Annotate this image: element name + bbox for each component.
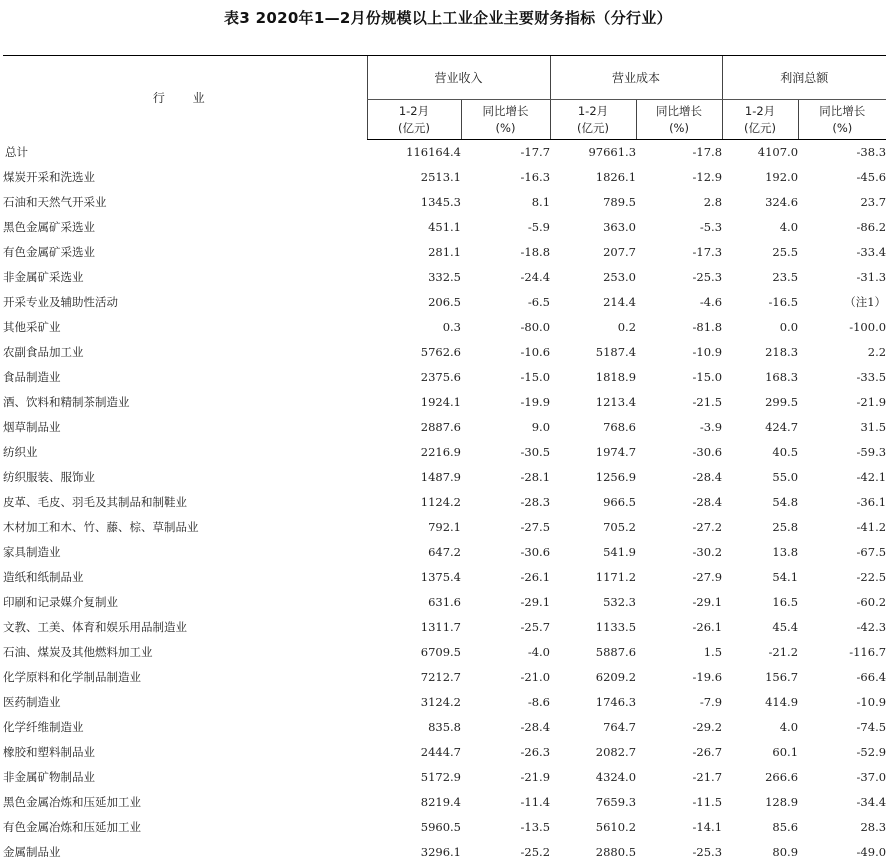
table-title: 表3 2020年1—2月份规模以上工业企业主要财务指标（分行业） — [224, 9, 672, 27]
table-row — [3, 465, 886, 490]
profit-cell: 218.3 — [765, 345, 799, 360]
profit-growth-cell: -49.0 — [856, 844, 887, 857]
revenue-growth-cell: -21.0 — [520, 669, 551, 684]
revenue-cell: 2444.7 — [420, 744, 461, 759]
table-row — [3, 739, 886, 764]
cost-cell: 1746.3 — [595, 694, 637, 709]
table-row — [3, 165, 886, 190]
revenue-growth-cell: -13.5 — [520, 819, 551, 834]
industry-name-cell: 食品制造业 — [3, 370, 61, 385]
industry-name-cell: 石油和天然气开采业 — [3, 195, 107, 210]
cost-cell: 705.2 — [603, 520, 637, 535]
revenue-growth-cell: -24.4 — [520, 270, 551, 285]
table-row — [3, 614, 886, 639]
revenue-cell: 5762.6 — [420, 345, 461, 360]
revenue-cell: 1124.2 — [420, 495, 461, 510]
table-row-total — [3, 140, 886, 165]
profit-cell: 13.8 — [772, 544, 799, 559]
cost-cell: 966.5 — [603, 495, 637, 510]
cost-growth-cell: -12.9 — [692, 170, 723, 185]
revenue-cell: 5960.5 — [420, 819, 461, 834]
profit-cell: 4.0 — [779, 220, 799, 235]
table-row — [3, 839, 886, 857]
table-row — [3, 664, 886, 689]
cost-cell: 1974.7 — [595, 445, 637, 460]
profit-growth-cell: -34.4 — [856, 794, 887, 809]
cost-growth-cell: -25.3 — [692, 270, 723, 285]
cost-cell: 2880.5 — [595, 844, 637, 857]
cost-cell: 5187.4 — [595, 345, 637, 360]
cost-growth-cell: -30.6 — [692, 445, 723, 460]
revenue-growth-cell: -27.5 — [520, 520, 551, 535]
cost-cell: 764.7 — [603, 719, 637, 734]
cost-growth-cell: -27.9 — [692, 569, 723, 584]
table-row — [3, 190, 886, 215]
profit-cell: 414.9 — [765, 694, 799, 709]
revenue-growth-cell: -28.4 — [520, 719, 551, 734]
revenue-cell: 281.1 — [428, 245, 461, 260]
industry-name-cell: 非金属矿物制品业 — [3, 769, 95, 784]
profit-growth-cell: -31.3 — [856, 270, 887, 285]
revenue-growth-cell: -25.2 — [520, 844, 551, 857]
table-row — [3, 589, 886, 614]
industry-name-cell: 橡胶和塑料制品业 — [3, 744, 95, 759]
profit-growth-cell: -59.3 — [856, 445, 887, 460]
cost-group-header: 营业成本 — [550, 56, 722, 100]
profit-growth-cell: -33.5 — [856, 370, 887, 385]
profit-cell: 85.6 — [772, 819, 799, 834]
cost-growth-cell: -4.6 — [699, 295, 723, 310]
revenue-growth-cell: -15.0 — [520, 370, 551, 385]
revenue-cell: 6709.5 — [420, 644, 461, 659]
industry-name-cell: 非金属矿采选业 — [3, 270, 84, 285]
revenue-growth-cell: -10.6 — [520, 345, 551, 360]
cost-period-header: 1-2月 (亿元) — [550, 100, 636, 140]
industry-name-cell: 石油、煤炭及其他燃料加工业 — [3, 644, 153, 659]
profit-growth-cell: -52.9 — [856, 744, 887, 759]
industry-name-cell: 酒、饮料和精制茶制造业 — [3, 395, 130, 410]
table-row — [3, 814, 886, 839]
industry-name-cell: 开采专业及辅助性活动 — [3, 295, 118, 310]
industry-name-cell: 化学原料和化学制品制造业 — [3, 669, 141, 684]
profit-growth-cell: -66.4 — [856, 669, 887, 684]
revenue-cell: 206.5 — [428, 295, 461, 310]
industry-name-cell: 医药制造业 — [3, 694, 61, 709]
industry-name-cell: 总计 — [5, 145, 28, 160]
revenue-growth-cell: -19.9 — [520, 395, 551, 410]
profit-cell: 55.0 — [772, 470, 799, 485]
profit-growth-cell: 23.7 — [860, 195, 887, 210]
profit-growth-header: 同比增长 (%) — [798, 100, 886, 140]
revenue-cell: 647.2 — [428, 544, 461, 559]
cost-growth-cell: -25.3 — [692, 844, 723, 857]
cost-growth-cell: -27.2 — [692, 520, 723, 535]
revenue-growth-cell: -4.0 — [527, 644, 551, 659]
cost-growth-cell: -5.3 — [699, 220, 723, 235]
table-row — [3, 215, 886, 240]
cost-cell: 7659.3 — [595, 794, 637, 809]
profit-cell: 54.8 — [772, 495, 799, 510]
cost-cell: 0.2 — [617, 320, 637, 335]
cost-growth-cell: -29.1 — [692, 594, 723, 609]
revenue-growth-cell: -30.6 — [520, 544, 551, 559]
profit-growth-cell: -116.7 — [849, 644, 887, 659]
profit-growth-cell: -21.9 — [856, 395, 887, 410]
revenue-growth-cell: -6.5 — [527, 295, 551, 310]
industry-name-cell: 家具制造业 — [3, 544, 61, 559]
profit-cell: 324.6 — [765, 195, 799, 210]
table-row — [3, 490, 886, 515]
cost-growth-cell: -30.2 — [692, 544, 723, 559]
revenue-cell: 1311.7 — [420, 619, 461, 634]
revenue-cell: 3124.2 — [420, 694, 461, 709]
profit-cell: 16.5 — [772, 594, 799, 609]
revenue-growth-cell: -5.9 — [527, 220, 551, 235]
profit-growth-cell: -74.5 — [856, 719, 887, 734]
cost-cell: 4324.0 — [595, 769, 637, 784]
cost-cell: 532.3 — [603, 594, 637, 609]
cost-growth-cell: -28.4 — [692, 470, 723, 485]
cost-cell: 1171.2 — [595, 569, 637, 584]
revenue-growth-cell: -30.5 — [520, 445, 551, 460]
profit-growth-cell: -41.2 — [856, 520, 887, 535]
revenue-growth-cell: 9.0 — [531, 420, 551, 435]
profit-cell: 60.1 — [772, 744, 799, 759]
revenue-cell: 3296.1 — [420, 844, 461, 857]
revenue-cell: 0.3 — [442, 320, 461, 335]
revenue-cell: 332.5 — [428, 270, 461, 285]
cost-growth-cell: 1.5 — [703, 644, 723, 659]
revenue-period-header: 1-2月 (亿元) — [367, 100, 461, 140]
cost-cell: 6209.2 — [595, 669, 637, 684]
cost-cell: 97661.3 — [588, 145, 637, 160]
cost-growth-cell: -14.1 — [692, 819, 723, 834]
cost-growth-cell: -10.9 — [692, 345, 723, 360]
profit-cell: 4.0 — [779, 719, 799, 734]
industry-name-cell: 黑色金属矿采选业 — [3, 220, 95, 235]
industry-name-cell: 煤炭开采和洗选业 — [3, 170, 95, 185]
table-row — [3, 315, 886, 340]
industry-name-cell: 文教、工美、体育和娱乐用品制造业 — [3, 619, 187, 634]
cost-growth-cell: -3.9 — [699, 420, 723, 435]
table-row — [3, 365, 886, 390]
industry-name-cell: 农副食品加工业 — [3, 345, 84, 360]
table-row — [3, 340, 886, 365]
revenue-cell: 116164.4 — [406, 145, 461, 160]
industry-name-cell: 纺织业 — [3, 445, 38, 460]
revenue-growth-cell: -28.3 — [520, 495, 551, 510]
cost-cell: 5610.2 — [595, 819, 637, 834]
profit-growth-cell: （注1） — [844, 295, 887, 310]
profit-growth-cell: -22.5 — [856, 569, 887, 584]
cost-growth-cell: -17.8 — [692, 145, 723, 160]
revenue-growth-cell: -18.8 — [520, 245, 551, 260]
profit-cell: 128.9 — [765, 794, 799, 809]
cost-growth-cell: -28.4 — [692, 495, 723, 510]
profit-cell: 168.3 — [765, 370, 799, 385]
cost-cell: 1826.1 — [595, 170, 637, 185]
profit-cell: 40.5 — [772, 445, 799, 460]
profit-growth-cell: -42.1 — [856, 470, 887, 485]
profit-growth-cell: -86.2 — [856, 220, 887, 235]
revenue-cell: 835.8 — [428, 719, 461, 734]
table-row — [3, 639, 886, 664]
table-row — [3, 265, 886, 290]
profit-growth-cell: 31.5 — [860, 420, 887, 435]
profit-growth-cell: 28.3 — [860, 819, 887, 834]
cost-growth-cell: -26.1 — [692, 619, 723, 634]
revenue-cell: 1487.9 — [420, 470, 461, 485]
cost-cell: 5887.6 — [595, 644, 637, 659]
table-row — [3, 515, 886, 540]
profit-period-header: 1-2月 (亿元) — [722, 100, 798, 140]
cost-cell: 253.0 — [603, 270, 637, 285]
industry-name-cell: 有色金属冶炼和压延加工业 — [3, 819, 141, 834]
cost-cell: 1818.9 — [595, 370, 637, 385]
revenue-growth-cell: 8.1 — [531, 195, 551, 210]
cost-cell: 789.5 — [603, 195, 637, 210]
industry-name-cell: 黑色金属冶炼和压延加工业 — [3, 794, 141, 809]
revenue-cell: 5172.9 — [420, 769, 461, 784]
revenue-cell: 1345.3 — [420, 195, 461, 210]
table-row — [3, 540, 886, 565]
cost-growth-cell: -11.5 — [692, 794, 723, 809]
table-row — [3, 290, 886, 315]
industry-name-cell: 印刷和记录媒介复制业 — [3, 594, 118, 609]
profit-cell: 54.1 — [772, 569, 799, 584]
revenue-growth-cell: -28.1 — [520, 470, 551, 485]
cost-cell: 541.9 — [603, 544, 637, 559]
cost-cell: 768.6 — [603, 420, 637, 435]
profit-growth-cell: -10.9 — [856, 694, 887, 709]
profit-growth-cell: -38.3 — [856, 145, 887, 160]
revenue-cell: 2375.6 — [420, 370, 461, 385]
table-row — [3, 564, 886, 589]
profit-cell: -16.5 — [768, 295, 799, 310]
profit-cell: 424.7 — [765, 420, 799, 435]
revenue-cell: 451.1 — [428, 220, 461, 235]
profit-cell: 4107.0 — [757, 145, 799, 160]
table-row — [3, 764, 886, 789]
revenue-growth-cell: -25.7 — [520, 619, 551, 634]
profit-growth-cell: -33.4 — [856, 245, 887, 260]
profit-group-header: 利润总额 — [722, 56, 886, 100]
industry-name-cell: 有色金属矿采选业 — [3, 245, 95, 260]
financial-indicators-table — [3, 55, 886, 857]
cost-cell: 214.4 — [603, 295, 637, 310]
revenue-cell: 2513.1 — [420, 170, 461, 185]
revenue-cell: 631.6 — [428, 594, 461, 609]
revenue-growth-cell: -26.1 — [520, 569, 551, 584]
cost-growth-cell: -26.7 — [692, 744, 723, 759]
cost-growth-cell: -81.8 — [692, 320, 723, 335]
revenue-cell: 7212.7 — [420, 669, 461, 684]
cost-growth-cell: 2.8 — [703, 195, 723, 210]
profit-cell: 25.8 — [772, 520, 799, 535]
cost-growth-cell: -21.5 — [692, 395, 723, 410]
cost-growth-cell: -29.2 — [692, 719, 723, 734]
cost-cell: 363.0 — [603, 220, 637, 235]
industry-name-cell: 造纸和纸制品业 — [3, 569, 84, 584]
cost-growth-cell: -17.3 — [692, 245, 723, 260]
revenue-growth-cell: -21.9 — [520, 769, 551, 784]
profit-cell: 299.5 — [765, 395, 799, 410]
profit-cell: 156.7 — [765, 669, 799, 684]
profit-cell: 266.6 — [765, 769, 799, 784]
cost-growth-cell: -7.9 — [699, 694, 723, 709]
cost-growth-cell: -19.6 — [692, 669, 723, 684]
revenue-growth-cell: -80.0 — [520, 320, 551, 335]
revenue-cell: 8219.4 — [420, 794, 461, 809]
profit-cell: 45.4 — [772, 619, 799, 634]
profit-cell: 0.0 — [779, 320, 799, 335]
industry-name-cell: 皮革、毛皮、羽毛及其制品和制鞋业 — [3, 495, 187, 510]
industry-column-header: 行 业 — [3, 56, 367, 140]
revenue-group-header: 营业收入 — [367, 56, 550, 100]
profit-cell: 25.5 — [772, 245, 799, 260]
profit-cell: 192.0 — [765, 170, 799, 185]
profit-cell: 23.5 — [772, 270, 799, 285]
cost-cell: 2082.7 — [595, 744, 637, 759]
cost-cell: 1133.5 — [595, 619, 637, 634]
profit-cell: -21.2 — [768, 644, 799, 659]
revenue-growth-cell: -16.3 — [520, 170, 551, 185]
table-row — [3, 390, 886, 415]
cost-cell: 1256.9 — [595, 470, 637, 485]
profit-growth-cell: -37.0 — [856, 769, 887, 784]
industry-name-cell: 烟草制品业 — [3, 420, 61, 435]
cost-growth-header: 同比增长 (%) — [636, 100, 722, 140]
profit-growth-cell: 2.2 — [867, 345, 887, 360]
profit-growth-cell: -36.1 — [856, 495, 887, 510]
revenue-cell: 792.1 — [428, 520, 461, 535]
industry-name-cell: 化学纤维制造业 — [3, 719, 84, 734]
cost-growth-cell: -15.0 — [692, 370, 723, 385]
revenue-growth-cell: -29.1 — [520, 594, 551, 609]
revenue-cell: 1924.1 — [420, 395, 461, 410]
industry-name-cell: 木材加工和木、竹、藤、棕、草制品业 — [3, 520, 199, 535]
profit-growth-cell: -60.2 — [856, 594, 887, 609]
table-header — [3, 56, 886, 140]
cost-growth-cell: -21.7 — [692, 769, 723, 784]
table-row — [3, 415, 886, 440]
revenue-cell: 2216.9 — [420, 445, 461, 460]
table-row — [3, 714, 886, 739]
table-row — [3, 789, 886, 814]
table-body — [3, 140, 886, 857]
revenue-cell: 2887.6 — [420, 420, 461, 435]
table-row — [3, 440, 886, 465]
industry-name-cell: 纺织服装、服饰业 — [3, 470, 95, 485]
industry-name-cell: 其他采矿业 — [3, 320, 61, 335]
profit-growth-cell: -100.0 — [849, 320, 887, 335]
profit-growth-cell: -45.6 — [856, 170, 887, 185]
cost-cell: 1213.4 — [595, 395, 637, 410]
revenue-growth-cell: -11.4 — [520, 794, 551, 809]
revenue-growth-cell: -17.7 — [520, 145, 551, 160]
profit-growth-cell: -67.5 — [856, 544, 887, 559]
cost-cell: 207.7 — [603, 245, 637, 260]
table-row — [3, 240, 886, 265]
profit-growth-cell: -42.3 — [856, 619, 887, 634]
revenue-growth-header: 同比增长 (%) — [461, 100, 550, 140]
revenue-growth-cell: -26.3 — [520, 744, 551, 759]
revenue-cell: 1375.4 — [420, 569, 461, 584]
profit-cell: 80.9 — [772, 844, 799, 857]
revenue-growth-cell: -8.6 — [527, 694, 551, 709]
industry-name-cell: 金属制品业 — [3, 844, 61, 857]
table-row — [3, 689, 886, 714]
